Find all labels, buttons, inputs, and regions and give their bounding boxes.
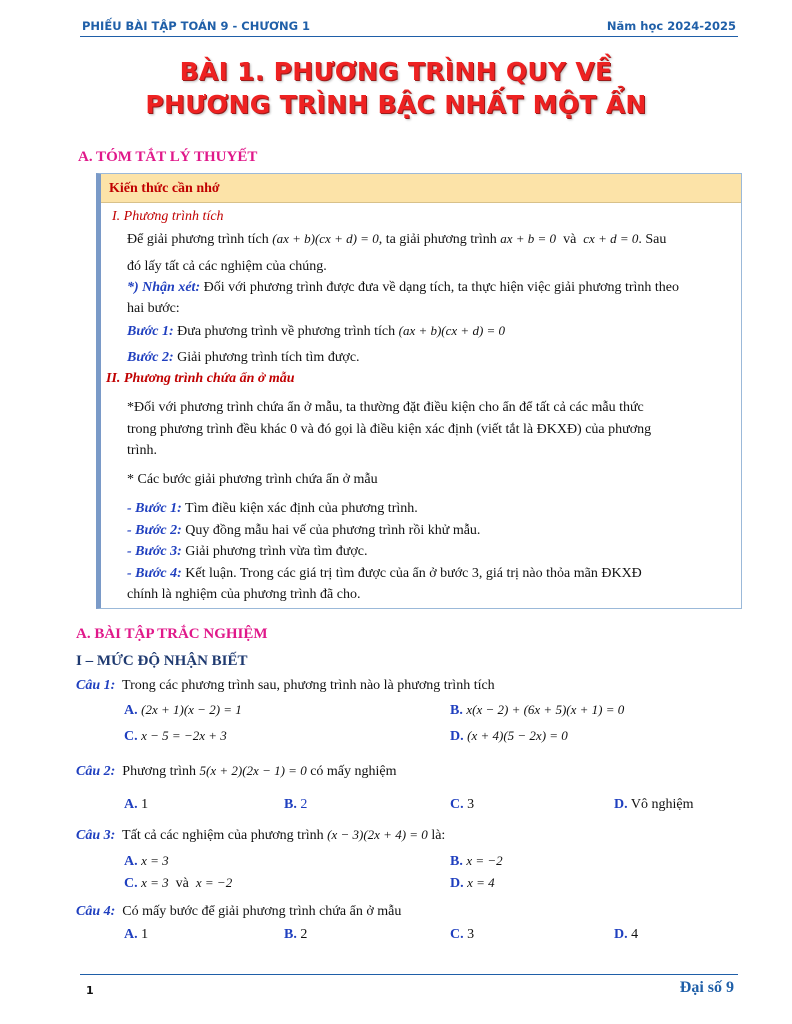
q2-text-a: Phương trình xyxy=(122,764,197,779)
ii-p2: trong phương trình đều khác 0 và đó gọi là điều kiện xác định (viết tắt là ĐKXĐ) của phương xyxy=(127,422,652,437)
ii-step4-text: Kết luận. Trong các giá trị tìm được của ẩn ở bước 3, giá trị nào thỏa mãn ĐKXĐ xyxy=(185,566,642,581)
q2-text-b: có mấy nghiệm xyxy=(310,764,397,779)
ii-step4-label: - Bước 4: xyxy=(127,566,182,581)
q2-option-a: 1 xyxy=(141,797,149,812)
q2-option-c-letter: C. xyxy=(450,797,464,812)
q4-option-d: 4 xyxy=(631,927,639,942)
header-rule xyxy=(80,36,738,37)
ii-step3-text: Giải phương trình vừa tìm được. xyxy=(185,544,368,559)
step1-eq: (ax + b)(cx + d) = 0 xyxy=(398,323,506,338)
q4-option-b-letter: B. xyxy=(284,927,297,942)
q4-option-c: 3 xyxy=(467,927,475,942)
q1-option-a-letter: A. xyxy=(124,703,138,718)
q4-number: Câu 4: xyxy=(76,904,116,919)
q3-option-b: x = −2 xyxy=(466,853,503,868)
q1-option-c-letter: C. xyxy=(124,729,138,744)
q2-option-a-letter: A. xyxy=(124,797,138,812)
footer-rule xyxy=(80,974,738,975)
q3-option-a: x = 3 xyxy=(141,853,169,868)
q1-number: Câu 1: xyxy=(76,678,116,693)
theory-box-title: Kiến thức cần nhớ xyxy=(109,181,220,196)
nhan-xet-label: *) Nhận xét: xyxy=(127,280,201,295)
ii-step4-text2: chính là nghiệm của phương trình đã cho. xyxy=(127,587,361,602)
step2-text: Giải phương trình tích tìm được. xyxy=(177,350,360,365)
section-ii-title: II. Phương trình chứa ẩn ở mẫu xyxy=(106,371,295,386)
ii-p1: *Đối với phương trình chứa ẩn ở mẫu, ta thường đặt điều kiện cho ẩn để tất cả các mẫu thức xyxy=(127,400,644,415)
q1-option-a: (2x + 1)(x − 2) = 1 xyxy=(141,702,242,717)
page-title-line2: PHƯƠNG TRÌNH BẬC NHẤT MỘT ẨN xyxy=(145,90,647,119)
nhan-xet-text2: hai bước: xyxy=(127,301,180,316)
q2-option-b-letter: B. xyxy=(284,797,297,812)
ii-step2-text: Quy đồng mẫu hai vế của phương trình rồi khử mẫu. xyxy=(185,523,481,538)
q2-number: Câu 2: xyxy=(76,764,116,779)
ii-step1-text: Tìm điều kiện xác định của phương trình. xyxy=(185,501,418,516)
step1-text: Đưa phương trình về phương trình tích xyxy=(177,324,396,339)
level-heading: I – MỨC ĐỘ NHẬN BIẾT xyxy=(76,653,248,669)
i-p1-c: và xyxy=(563,232,577,247)
q4-option-a-letter: A. xyxy=(124,927,138,942)
q3-eq: (x − 3)(2x + 4) = 0 xyxy=(327,827,428,842)
i-p2: đó lấy tất cả các nghiệm của chúng. xyxy=(127,259,327,274)
q2-eq: 5(x + 2)(2x − 1) = 0 xyxy=(199,763,307,778)
q3-text-a: Tất cả các nghiệm của phương trình xyxy=(122,828,324,843)
q3-option-d-letter: D. xyxy=(450,876,464,891)
i-p1-eq3: cx + d = 0 xyxy=(583,231,639,246)
q1-option-b-letter: B. xyxy=(450,703,463,718)
q4-option-a: 1 xyxy=(141,927,149,942)
q1-option-c: x − 5 = −2x + 3 xyxy=(141,728,227,743)
q3-option-a-letter: A. xyxy=(124,854,138,869)
step2-label: Bước 2: xyxy=(127,350,174,365)
header-left: PHIẾU BÀI TẬP TOÁN 9 - CHƯƠNG 1 xyxy=(82,19,311,33)
ii-step3-label: - Bước 3: xyxy=(127,544,182,559)
q3-option-c-mid: và xyxy=(175,876,189,891)
q4-option-d-letter: D. xyxy=(614,927,628,942)
q4-text: Có mấy bước để giải phương trình chứa ẩn ở mẫu xyxy=(122,904,402,919)
section-theory-heading: A. TÓM TẮT LÝ THUYẾT xyxy=(78,149,258,165)
nhan-xet-text: Đối với phương trình được đưa về dạng tích, ta thực hiện việc giải phương trình theo xyxy=(203,280,680,295)
q2-option-d-letter: D. xyxy=(614,797,628,812)
page-title-line1: BÀI 1. PHƯƠNG TRÌNH QUY VỀ xyxy=(179,57,613,86)
i-p1-eq: (ax + b)(cx + d) = 0 xyxy=(272,231,379,246)
q1-text: Trong các phương trình sau, phương trình nào là phương trình tích xyxy=(122,678,495,693)
q3-option-d: x = 4 xyxy=(467,875,495,890)
q3-text-b: là: xyxy=(431,828,446,843)
q2-option-b: 2 xyxy=(300,797,308,812)
q4-option-c-letter: C. xyxy=(450,927,464,942)
i-p1-d: . Sau xyxy=(638,232,667,247)
i-p1-a: Để giải phương trình tích xyxy=(127,232,269,247)
q3-option-c-letter: C. xyxy=(124,876,138,891)
i-p1-eq2: ax + b = 0 xyxy=(500,231,557,246)
q3-option-b-letter: B. xyxy=(450,854,463,869)
ii-step2-label: - Bước 2: xyxy=(127,523,182,538)
theory-box-header xyxy=(101,174,741,203)
q4-option-b: 2 xyxy=(300,927,308,942)
section-exercises-heading: A. BÀI TẬP TRẮC NGHIỆM xyxy=(76,626,268,642)
ii-steps-title: * Các bước giải phương trình chứa ẩn ở mẫu xyxy=(127,472,378,487)
header-right: Năm học 2024-2025 xyxy=(606,19,736,33)
q2-option-d: Vô nghiệm xyxy=(630,797,694,812)
footer-right: Đại số 9 xyxy=(679,979,734,996)
q2-option-c: 3 xyxy=(467,797,475,812)
ii-p3: trình. xyxy=(127,443,157,458)
ii-step1-label: - Bước 1: xyxy=(127,501,182,516)
i-p1-b: , ta giải phương trình xyxy=(378,232,497,247)
section-i-title: I. Phương trình tích xyxy=(112,209,224,224)
q3-option-c-b: x = −2 xyxy=(195,875,233,890)
q1-option-d-letter: D. xyxy=(450,729,464,744)
q1-option-b: x(x − 2) + (6x + 5)(x + 1) = 0 xyxy=(466,702,625,717)
q1-option-d: (x + 4)(5 − 2x) = 0 xyxy=(467,728,568,743)
q3-option-c-a: x = 3 xyxy=(141,875,169,890)
q3-number: Câu 3: xyxy=(76,828,116,843)
step1-label: Bước 1: xyxy=(127,324,174,339)
page-number: 1 xyxy=(86,984,94,997)
